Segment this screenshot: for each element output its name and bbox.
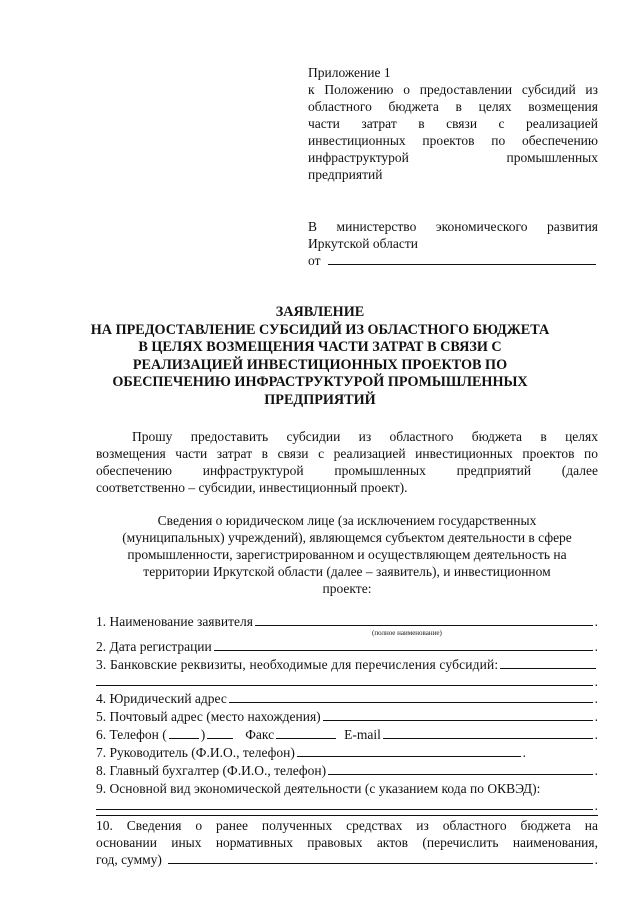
field-dot: . <box>594 798 598 813</box>
field-applicant-name <box>96 613 598 630</box>
document-title <box>80 304 560 409</box>
recipient-line: В министерство экономического развития <box>308 219 598 234</box>
previous-funds-input[interactable] <box>168 852 593 864</box>
field-dot: . <box>594 674 598 689</box>
field-main-activity <box>96 780 598 797</box>
applicant-name-input[interactable] <box>255 614 593 626</box>
paragraph-line: территории Иркутской области (далее – заявитель), и инвестиционном <box>143 564 551 579</box>
annex-line: части затрат в связи с реализацией <box>308 116 598 131</box>
field-label: 1. Наименование заявителя <box>96 614 253 629</box>
field-dot: . <box>594 763 598 778</box>
registration-date-input[interactable] <box>214 639 593 651</box>
field-contacts <box>96 726 598 743</box>
bank-details-input-2[interactable] <box>96 674 593 686</box>
field-label: ) <box>200 727 206 742</box>
field-label: основании иных нормативных правовых актов (перечислить наименования, <box>96 835 598 850</box>
annex-line: областного бюджета в целях возмещения <box>308 99 598 114</box>
paragraph-line: соответственно – субсидии, инвестиционный проект). <box>96 480 408 495</box>
field-label: 6. Телефон ( <box>96 727 167 742</box>
field-dot: . <box>594 727 598 742</box>
field-label: 2. Дата регистрации <box>96 639 212 654</box>
annex-number: Приложение 1 <box>308 65 391 80</box>
main-activity-input[interactable] <box>96 798 593 810</box>
fax-label: Факс <box>245 727 275 742</box>
title-line: ЗАЯВЛЕНИЕ <box>275 304 365 320</box>
bank-details-input[interactable] <box>500 657 596 669</box>
chief-accountant-input[interactable] <box>328 763 593 775</box>
field-chief-accountant <box>96 762 598 779</box>
request-paragraph <box>96 428 598 496</box>
field-dot: . <box>594 852 598 867</box>
paragraph-line: (муниципальных) учреждений), являющемся субъектом деятельности в сфере <box>122 530 572 545</box>
field-label: 10. Сведения о ранее полученных средствах из областного бюджета на <box>96 818 598 833</box>
title-line: ПРЕДПРИЯТИЙ <box>264 391 376 408</box>
field-legal-address <box>96 690 598 707</box>
annex-block <box>308 64 598 183</box>
from-field[interactable] <box>328 253 596 265</box>
field-label: 7. Руководитель (Ф.И.О., телефон) <box>96 745 295 760</box>
fax-input[interactable] <box>276 727 336 739</box>
field-label: 4. Юридический адрес <box>96 691 227 706</box>
email-label: E-mail <box>344 727 381 742</box>
field-main-activity-cont <box>96 797 598 814</box>
field-bank-details <box>96 656 598 673</box>
paragraph-line: возмещения части затрат в связи с реализацией инвестиционных проектов по <box>96 446 598 461</box>
phone-code-input[interactable] <box>169 727 199 739</box>
recipient-block <box>308 218 598 269</box>
recipient-line: Иркутской области <box>308 236 419 251</box>
field-label: 5. Почтовый адрес (место нахождения) <box>96 709 321 724</box>
phone-input[interactable] <box>207 727 233 739</box>
field-dot: . <box>594 614 598 629</box>
director-input[interactable] <box>297 745 521 757</box>
field-label: 9. Основной вид экономической деятельности (с указанием кода по ОКВЭД): <box>96 781 541 796</box>
postal-address-input[interactable] <box>323 709 593 721</box>
email-input[interactable] <box>383 727 593 739</box>
paragraph-line: промышленности, зарегистрированном и осуществляющем деятельность на <box>127 547 567 562</box>
legal-address-input[interactable] <box>229 691 593 703</box>
info-paragraph <box>96 512 598 597</box>
paragraph-line: проекте: <box>322 581 372 596</box>
title-line: НА ПРЕДОСТАВЛЕНИЕ СУБСИДИЙ ИЗ ОБЛАСТНОГО БЮДЖЕТА <box>90 321 550 338</box>
field-director <box>96 744 526 761</box>
from-label: от <box>308 253 321 268</box>
field-postal-address <box>96 708 598 725</box>
field-previous-funds <box>96 815 598 868</box>
field-bank-details-cont <box>96 673 598 690</box>
paragraph-line: обеспечению инфраструктурой промышленных предприятий (далее <box>96 463 598 478</box>
title-line: В ЦЕЛЯХ ВОЗМЕЩЕНИЯ ЧАСТИ ЗАТРАТ В СВЯЗИ С <box>138 339 502 355</box>
title-line: РЕАЛИЗАЦИЕЙ ИНВЕСТИЦИОННЫХ ПРОЕКТОВ ПО <box>132 356 508 373</box>
field-dot: . <box>594 691 598 706</box>
field-dot: . <box>594 639 598 654</box>
field-dot: . <box>522 745 526 760</box>
annex-line: предприятий <box>308 167 383 182</box>
paragraph-line: Сведения о юридическом лице (за исключением государственных <box>157 513 537 528</box>
field-label: 3. Банковские реквизиты, необходимые для перечисления субсидий: <box>96 657 499 672</box>
field-dot: . <box>594 709 598 724</box>
field-label: год, сумму) <box>96 852 162 867</box>
field-label: 8. Главный бухгалтер (Ф.И.О., телефон) <box>96 763 327 778</box>
title-line: ОБЕСПЕЧЕНИЮ ИНФРАСТРУКТУРОЙ ПРОМЫШЛЕННЫХ <box>112 374 528 390</box>
annex-line: инвестиционных проектов по обеспечению <box>308 133 598 148</box>
paragraph-line: Прошу предоставить субсидии из областного бюджета в целях <box>132 429 598 444</box>
annex-line: инфраструктурой промышленных <box>308 150 598 165</box>
field-hint: (полное наименование) <box>372 629 442 637</box>
annex-line: к Положению о предоставлении субсидий из <box>308 82 598 97</box>
field-registration-date <box>96 638 598 655</box>
